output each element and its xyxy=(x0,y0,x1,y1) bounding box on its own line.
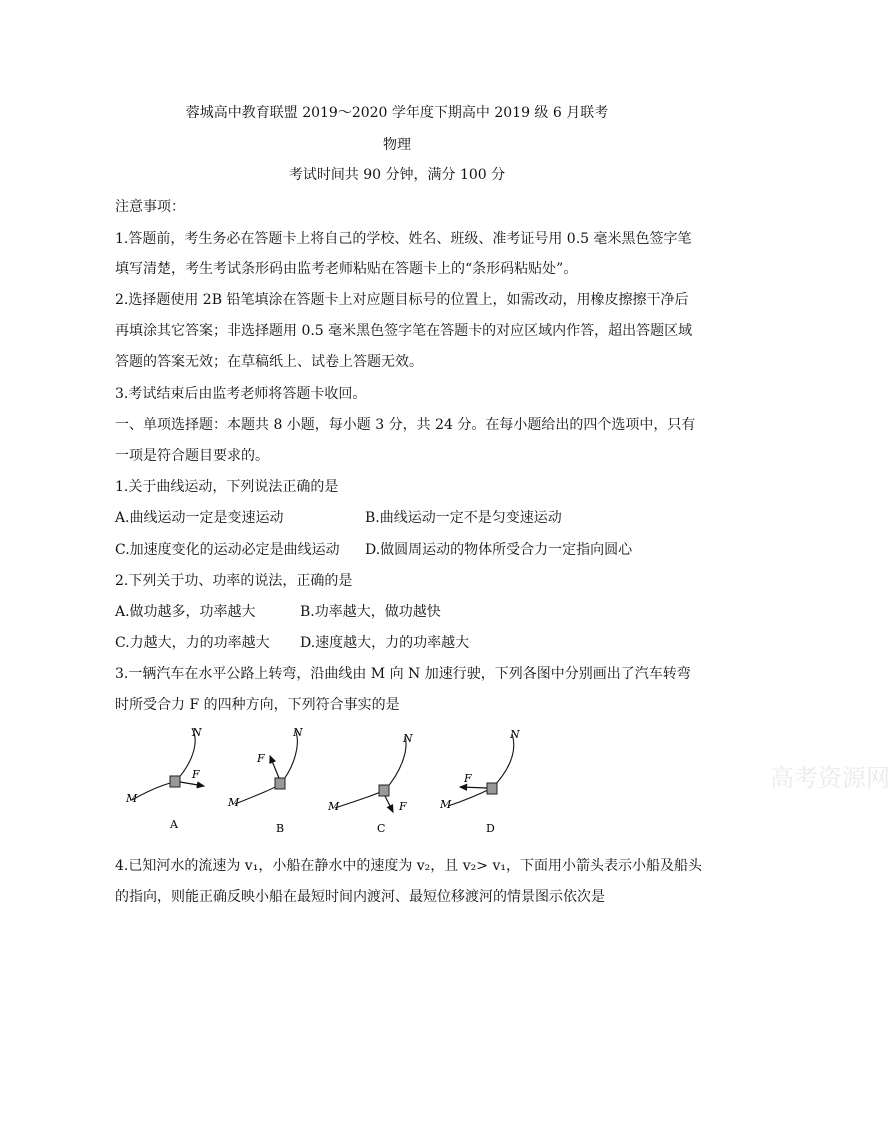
q1-option-d: D.做圆周运动的物体所受合力一定指向圆心 xyxy=(365,542,633,558)
label-n: N xyxy=(293,726,303,739)
q4-line2: 的指向，则能正确反映小船在最短时间内渡河、最短位移渡河的情景图示依次是 xyxy=(115,889,605,905)
q2-option-c: C.力越大，力的功率越大 xyxy=(115,635,270,651)
figure-caption: C xyxy=(377,822,386,835)
q3-stem-line2: 时所受合力 F 的四种方向，下列符合事实的是 xyxy=(115,697,400,713)
q1-option-b: B.曲线运动一定不是匀变速运动 xyxy=(365,510,562,526)
label-f: F xyxy=(257,752,265,765)
figure-caption: B xyxy=(276,822,285,835)
notice-heading: 注意事项： xyxy=(115,199,185,215)
exam-subject: 物理 xyxy=(383,137,411,153)
notice-item2-line2: 再填涂其它答案；非选择题用 0.5 毫米黑色签字笔在答题卡的对应区域内作答，超出答题区域 xyxy=(115,323,693,339)
q3-figure-a xyxy=(120,722,230,837)
label-n: N xyxy=(510,728,520,741)
notice-item2-line3: 答题的答案无效；在草稿纸上、试卷上答题无效。 xyxy=(115,354,423,370)
section1-line1: 一、单项选择题：本题共 8 小题，每小题 3 分，共 24 分。在每小题给出的四个选项中，只有 xyxy=(115,417,696,433)
watermark: 高考资源网 xyxy=(770,764,890,792)
q1-option-a: A.曲线运动一定是变速运动 xyxy=(115,510,284,526)
label-f: F xyxy=(192,768,200,781)
label-f: F xyxy=(464,772,472,785)
q4-line1: 4.已知河水的流速为 v₁，小船在静水中的速度为 v₂，且 v₂> v₁，下面用小箭头表示小船及船头 xyxy=(115,858,702,874)
q2-option-a: A.做功越多，功率越大 xyxy=(115,604,256,620)
q2-stem: 2.下列关于功、功率的说法，正确的是 xyxy=(115,573,353,589)
figure-caption: A xyxy=(170,818,178,831)
label-m: M xyxy=(440,798,452,811)
exam-title: 蓉城高中教育联盟 2019～2020 学年度下期高中 2019 级 6 月联考 xyxy=(185,105,609,121)
figure-caption: D xyxy=(486,822,495,835)
label-n: N xyxy=(403,732,413,745)
q1-option-c: C.加速度变化的运动必定是曲线运动 xyxy=(115,542,340,558)
exam-info: 考试时间共 90 分钟，满分 100 分 xyxy=(288,167,506,183)
notice-item3: 3.考试结束后由监考老师将答题卡收回。 xyxy=(115,386,367,402)
q3-figure-c xyxy=(325,722,435,837)
label-f: F xyxy=(399,800,407,813)
q3-figure-d xyxy=(430,722,540,837)
q3-stem-line1: 3.一辆汽车在水平公路上转弯，沿曲线由 M 向 N 加速行驶，下列各图中分别画出了汽车转弯 xyxy=(115,666,691,682)
q1-stem: 1.关于曲线运动，下列说法正确的是 xyxy=(115,479,339,495)
notice-item1-line1: 1.答题前，考生务必在答题卡上将自己的学校、姓名、班级、准考证号用 0.5 毫米黑色签字笔 xyxy=(115,231,692,247)
label-m: M xyxy=(228,796,240,809)
q2-option-b: B.功率越大，做功越快 xyxy=(300,604,441,620)
q2-option-d: D.速度越大，力的功率越大 xyxy=(300,635,470,651)
notice-item1-line2: 填写清楚，考生考试条形码由监考老师粘贴在答题卡上的“条形码粘贴处”。 xyxy=(115,261,578,277)
label-m: M xyxy=(126,792,138,805)
notice-item2-line1: 2.选择题使用 2B 铅笔填涂在答题卡上对应题目标号的位置上，如需改动，用橡皮擦擦干净后 xyxy=(115,292,689,308)
q3-figure-b xyxy=(225,722,335,837)
label-n: N xyxy=(192,726,202,739)
section1-line2: 一项是符合题目要求的。 xyxy=(115,448,269,464)
label-m: M xyxy=(328,800,340,813)
